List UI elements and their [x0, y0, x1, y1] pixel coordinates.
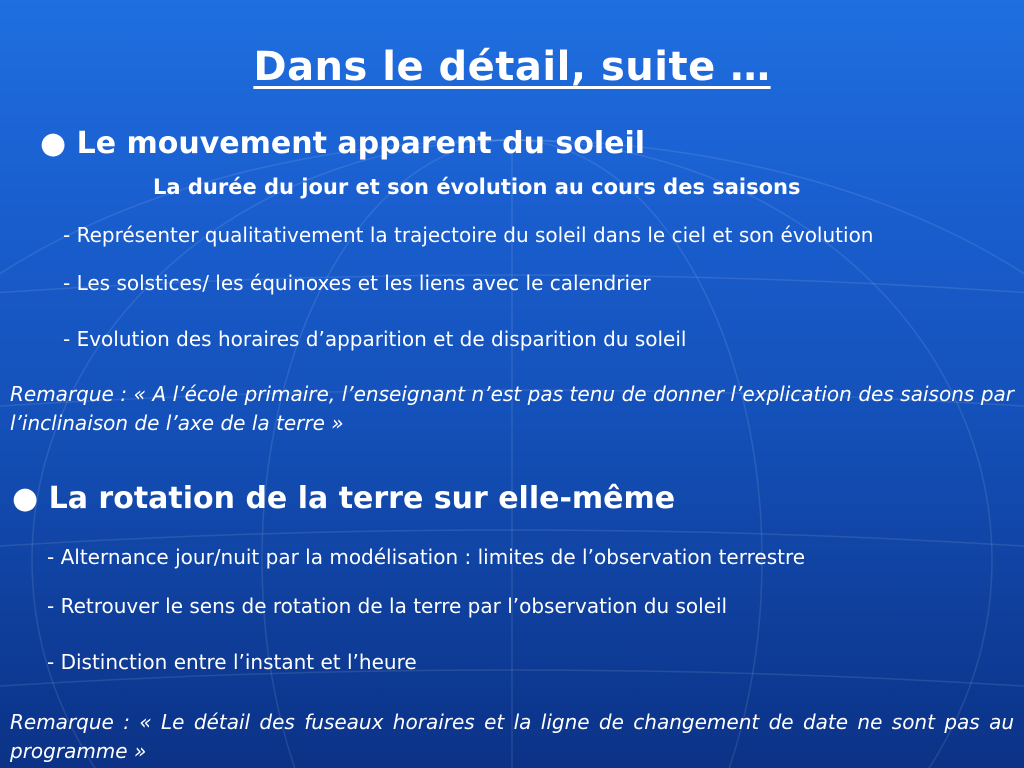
- section2-item-1: - Alternance jour/nuit par la modélisation : limites de l’observation terrestre: [47, 545, 806, 569]
- section1-heading: ● Le mouvement apparent du soleil: [40, 126, 646, 161]
- section2-item-3: - Distinction entre l’instant et l’heure: [47, 650, 417, 674]
- section1-remark: Remarque : « A l’école primaire, l’enseignant n’est pas tenu de donner l’explication des saisons par l’inclinaison de l’axe de la terre »: [10, 382, 1014, 435]
- section1-item-2: - Les solstices/ les équinoxes et les liens avec le calendrier: [63, 271, 651, 295]
- slide-title: Dans le détail, suite …: [253, 44, 771, 90]
- section1-item-3: - Evolution des horaires d’apparition et de disparition du soleil: [63, 327, 687, 351]
- section2-remark: Remarque : « Le détail des fuseaux horaires et la ligne de changement de date ne sont pas au programme »: [10, 710, 1014, 763]
- section2-item-2: - Retrouver le sens de rotation de la terre par l’observation du soleil: [47, 594, 728, 618]
- section1-item-1: - Représenter qualitativement la trajectoire du soleil dans le ciel et son évolution: [63, 223, 874, 247]
- section2-heading: ● La rotation de la terre sur elle-même: [12, 481, 676, 516]
- section1-subheading: La durée du jour et son évolution au cours des saisons: [153, 175, 801, 199]
